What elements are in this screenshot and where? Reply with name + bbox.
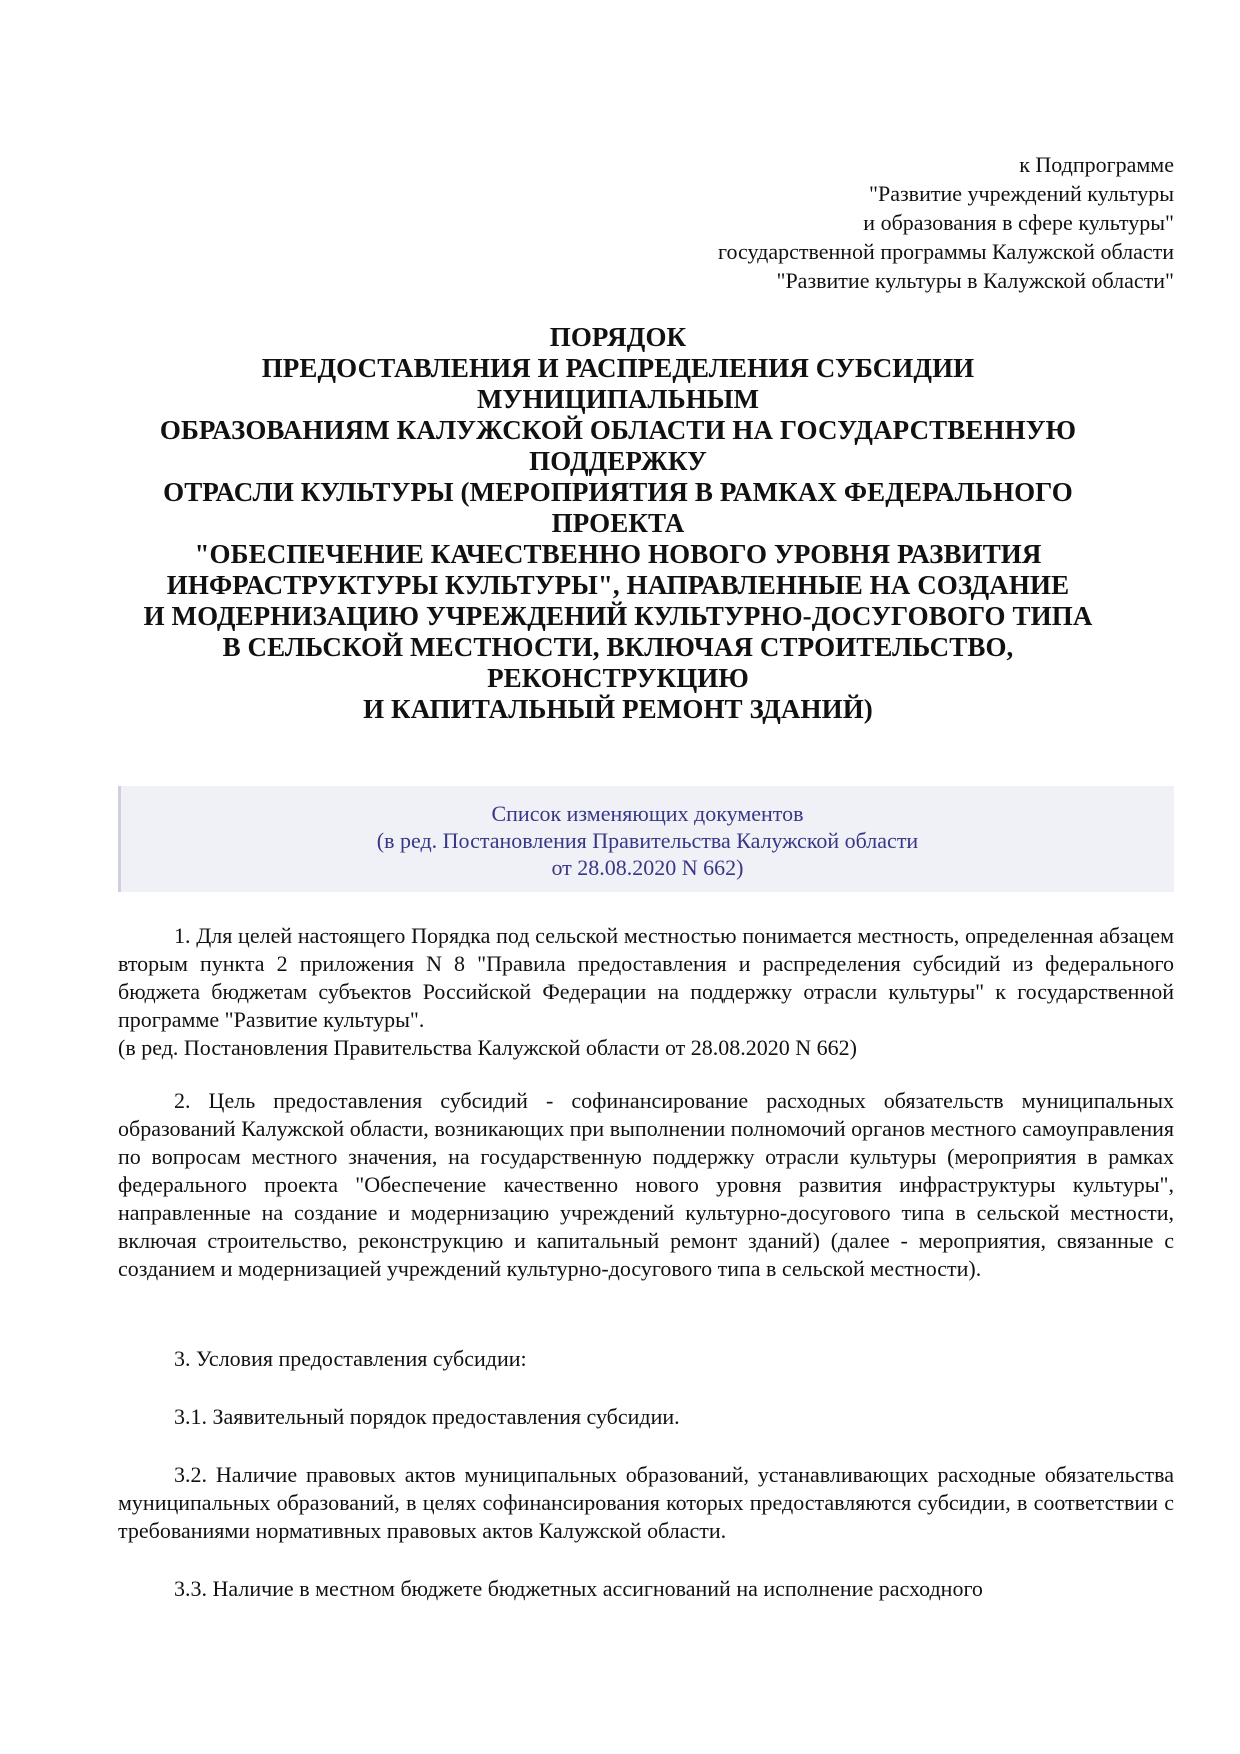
title-line: РЕКОНСТРУКЦИЮ — [487, 663, 749, 693]
amending-documents-reference: (в ред. Постановления Правительства Калужской области — [376, 828, 919, 853]
paragraph-2: 2. Цель предоставления субсидий - софинансирование расходных обязательств муниципальных образований Калужской области, возникающих при выполнении полномочий органов местного самоуправления по вопросам местного значения, на государственную поддержку отрасли культуры (мероприятия в рамках федерального проекта "Обеспечение качественно нового уровня развития инфраструктуры культуры", направленные на создание и модернизацию учреждений культурно-досугового типа в сельской местности, включая строительство, реконструкцию и капитальный ремонт зданий) (далее - мероприятия, связанные с созданием и модернизацией учреждений культурно-досугового типа в сельской местности). — [118, 1088, 1174, 1281]
appendix-header-line: к Подпрограмме — [1019, 152, 1174, 177]
paragraph-3: 3. Условия предоставления субсидии: — [174, 1346, 527, 1371]
amending-documents-heading: Список изменяющих документов — [491, 801, 804, 826]
title-line: ИНФРАСТРУКТУРЫ КУЛЬТУРЫ", НАПРАВЛЕННЫЕ НА СОЗДАНИЕ — [166, 570, 1070, 600]
title-line: ПОДДЕРЖКУ — [529, 446, 707, 476]
title-line: В СЕЛЬСКОЙ МЕСТНОСТИ, ВКЛЮЧАЯ СТРОИТЕЛЬСТВО, — [222, 632, 1014, 662]
title-line: "ОБЕСПЕЧЕНИЕ КАЧЕСТВЕННО НОВОГО УРОВНЯ РАЗВИТИЯ — [194, 539, 1042, 569]
document-title — [118, 322, 1118, 725]
appendix-header-line: государственной программы Калужской области — [718, 239, 1174, 264]
title-line: И КАПИТАЛЬНЫЙ РЕМОНТ ЗДАНИЙ) — [363, 694, 873, 724]
title-line: ОБРАЗОВАНИЯМ КАЛУЖСКОЙ ОБЛАСТИ НА ГОСУДАРСТВЕННУЮ — [159, 415, 1077, 445]
amending-documents-box — [118, 786, 1174, 892]
amending-documents-text — [121, 800, 1174, 881]
amending-documents-date: от 28.08.2020 N 662) — [551, 855, 744, 880]
title-line: ПОРЯДОК — [549, 322, 687, 352]
paragraph-1-text: 1. Для целей настоящего Порядка под сельской местностью понимается местность, определенная абзацем вторым пункта 2 приложения N 8 "Правила предоставления и распределения субсидий из федерального бюджета бюджетам субъектов Российской Федерации на поддержку отрасли культуры" к государственной программе "Развитие культуры". — [118, 923, 1174, 1032]
paragraph-1 — [118, 922, 1174, 1062]
paragraph-3-2: 3.2. Наличие правовых актов муниципальных образований, устанавливающих расходные обязательства муниципальных образований, в целях софинансирования которых предоставляются субсидии, в соответствии с требованиями нормативных правовых актов Калужской области. — [118, 1462, 1174, 1543]
appendix-header-line: и образования в сфере культуры" — [863, 210, 1174, 235]
paragraph-3-3: 3.3. Наличие в местном бюджете бюджетных ассигнований на исполнение расходного — [174, 1576, 983, 1601]
title-line: ПРОЕКТА — [551, 508, 685, 538]
appendix-header-line: "Развитие культуры в Калужской области" — [776, 268, 1174, 293]
title-line: ПРЕДОСТАВЛЕНИЯ И РАСПРЕДЕЛЕНИЯ СУБСИДИИ — [261, 353, 975, 383]
appendix-header — [474, 150, 1174, 295]
appendix-header-line: "Развитие учреждений культуры — [869, 181, 1174, 206]
title-line: МУНИЦИПАЛЬНЫМ — [476, 384, 760, 414]
title-line: ОТРАСЛИ КУЛЬТУРЫ (МЕРОПРИЯТИЯ В РАМКАХ ФЕДЕРАЛЬНОГО — [163, 477, 1073, 507]
title-line: И МОДЕРНИЗАЦИЮ УЧРЕЖДЕНИЙ КУЛЬТУРНО-ДОСУГОВОГО ТИПА — [143, 601, 1093, 631]
paragraph-1-amendment-note: (в ред. Постановления Правительства Калужской области от 28.08.2020 N 662) — [118, 1035, 857, 1060]
paragraph-3-1: 3.1. Заявительный порядок предоставления субсидии. — [174, 1404, 680, 1429]
